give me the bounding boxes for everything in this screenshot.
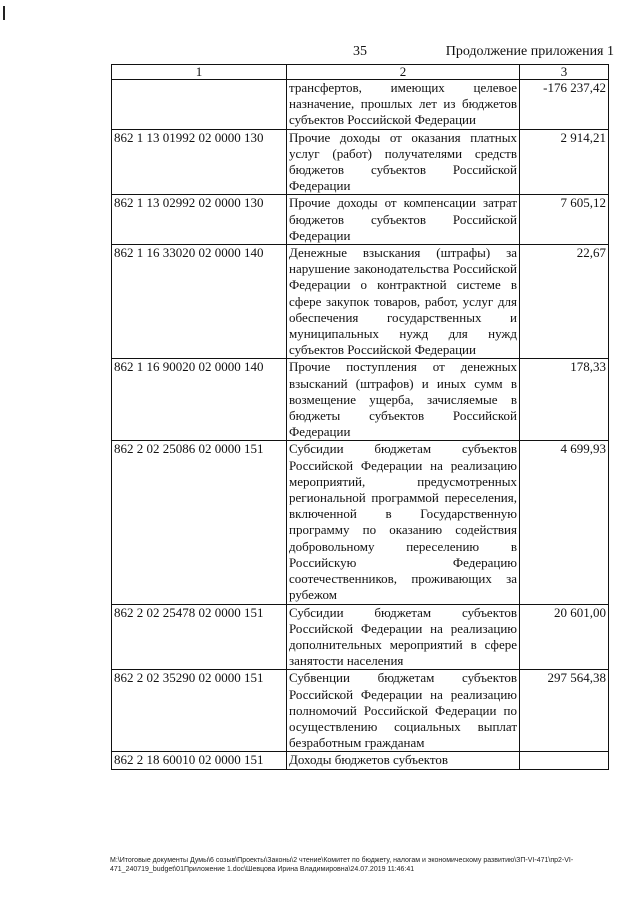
table-row — [112, 245, 609, 359]
table-row — [112, 80, 609, 130]
budget-code: 862 1 16 33020 02 0000 140 — [112, 245, 287, 359]
budget-code: 862 2 02 25086 02 0000 151 — [112, 441, 287, 604]
amount-value: 7 605,12 — [520, 195, 609, 245]
budget-code — [112, 80, 287, 130]
amount-value: 20 601,00 — [520, 604, 609, 670]
table-row — [112, 604, 609, 670]
budget-code: 862 1 16 90020 02 0000 140 — [112, 359, 287, 441]
table-row — [112, 670, 609, 752]
scan-edge-mark — [3, 6, 5, 20]
revenue-description: Прочие поступления от денежных взысканий (штрафов) и иных сумм в возмещение ущерба, зачисляемые в бюджеты субъектов Российской Федерации — [287, 359, 520, 441]
amount-value — [520, 752, 609, 769]
table-header-row — [112, 65, 609, 80]
budget-code: 862 2 02 25478 02 0000 151 — [112, 604, 287, 670]
revenue-description: Прочие доходы от компенсации затрат бюджетов субъектов Российской Федерации — [287, 195, 520, 245]
column-header-3: 3 — [520, 65, 609, 80]
budget-code: 862 1 13 02992 02 0000 130 — [112, 195, 287, 245]
amount-value: -176 237,42 — [520, 80, 609, 130]
revenue-description: Субсидии бюджетам субъектов Российской Федерации на реализацию дополнительных мероприятий в сфере занятости населения — [287, 604, 520, 670]
budget-code: 862 2 18 60010 02 0000 151 — [112, 752, 287, 769]
document-path-footer: М:\Итоговые документы Думы\6 созыв\Проекты\Законы\2 чтение\Комитет по бюджету, налогам и экономическому развитию\ЗП-VI-471\пр2-VI-471_240719_budget\01Приложение 1.doc\Шевцова Ирина Владимировна\24.07.2019 11:46:41 — [110, 857, 574, 873]
page-number: 35 — [353, 44, 367, 59]
column-header-1: 1 — [112, 65, 287, 80]
column-header-2: 2 — [287, 65, 520, 80]
revenue-description: Денежные взыскания (штрафы) за нарушение законодательства Российской Федерации о контрактной системе в сфере закупок товаров, работ, услуг для обеспечения государственных и муниципальных нужд для нужд субъектов Российской Федерации — [287, 245, 520, 359]
amount-value: 297 564,38 — [520, 670, 609, 752]
amount-value: 22,67 — [520, 245, 609, 359]
budget-code: 862 1 13 01992 02 0000 130 — [112, 129, 287, 195]
amount-value: 4 699,93 — [520, 441, 609, 604]
revenue-description: Субвенции бюджетам субъектов Российской Федерации на реализацию полномочий Российской Федерации по осуществлению социальных выплат безработным гражданам — [287, 670, 520, 752]
revenue-description: Прочие доходы от оказания платных услуг (работ) получателями средств бюджетов субъектов Российской Федерации — [287, 129, 520, 195]
revenue-description: Доходы бюджетов субъектов — [287, 752, 520, 769]
amount-value: 178,33 — [520, 359, 609, 441]
table-row — [112, 195, 609, 245]
table-row — [112, 359, 609, 441]
table-row — [112, 752, 609, 769]
continuation-label: Продолжение приложения 1 — [445, 44, 614, 59]
amount-value: 2 914,21 — [520, 129, 609, 195]
table-row — [112, 441, 609, 604]
revenue-table — [111, 64, 609, 770]
budget-code: 862 2 02 35290 02 0000 151 — [112, 670, 287, 752]
revenue-description: Субсидии бюджетам субъектов Российской Федерации на реализацию мероприятий, предусмотренных региональной программой переселения, включенной в Государственную программу по оказанию содействия добровольному переселению в Российскую Федерацию соотечественников, проживающих за рубежом — [287, 441, 520, 604]
revenue-description: трансфертов, имеющих целевое назначение, прошлых лет из бюджетов субъектов Российской Федерации — [287, 80, 520, 130]
table-row — [112, 129, 609, 195]
